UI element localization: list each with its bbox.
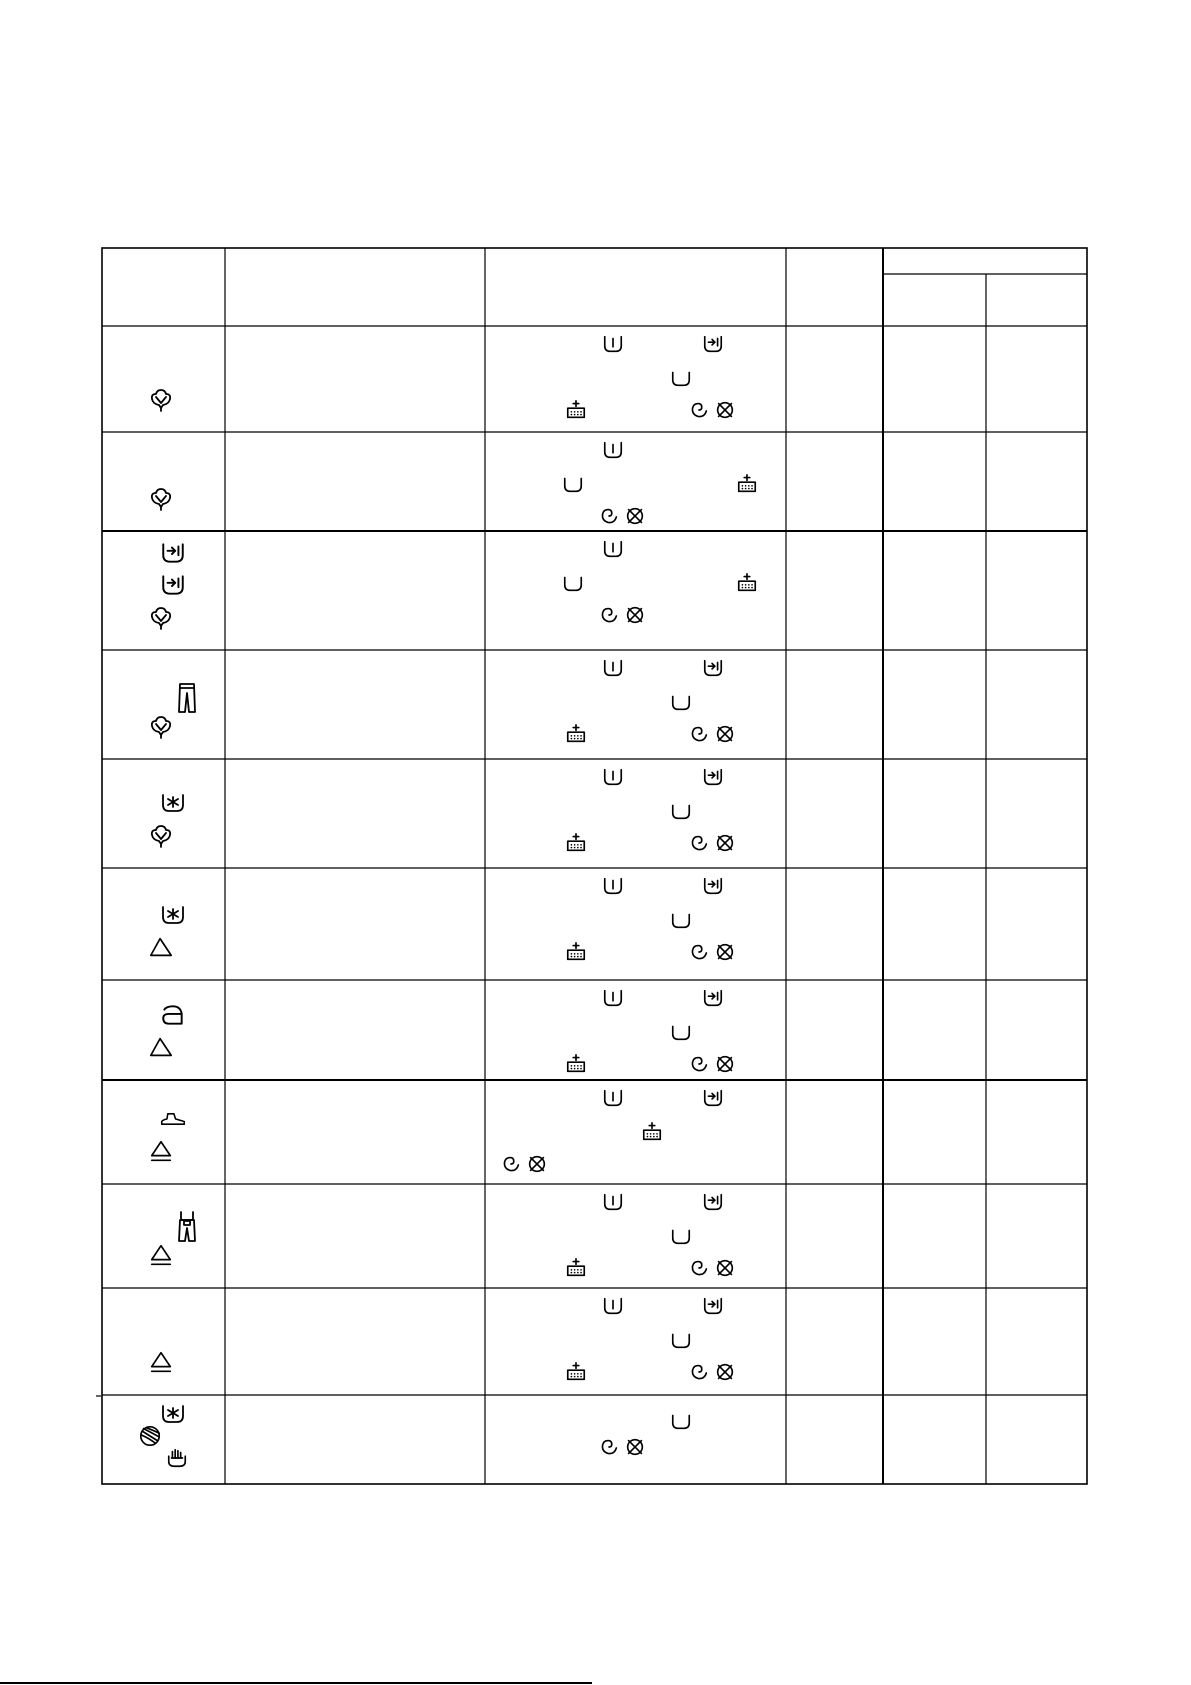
main-wash-icon: [673, 1335, 690, 1348]
drain-icon: [718, 1365, 733, 1380]
cotton-icon: [152, 608, 170, 629]
table-frame: [102, 248, 1087, 1484]
main-wash-icon: [673, 915, 690, 928]
stain-icon: [705, 1091, 722, 1106]
cold-wash-icon: [163, 1406, 183, 1422]
main-wash-icon: [673, 806, 690, 819]
drain-icon: [628, 509, 643, 524]
table-row: [151, 879, 733, 960]
rinse-icon: [568, 1363, 585, 1380]
drain-icon: [628, 608, 643, 623]
spin-icon: [692, 946, 706, 959]
rinse-icon: [568, 1055, 585, 1072]
prewash-icon: [605, 542, 622, 557]
spin-icon: [692, 837, 706, 850]
spin-icon: [602, 609, 616, 622]
spin-icon: [692, 1058, 706, 1071]
spin-icon: [692, 1366, 706, 1379]
spin-icon: [692, 728, 706, 741]
prewash-icon: [605, 879, 622, 894]
table-row: [152, 1091, 722, 1172]
table-row: [152, 443, 755, 524]
prewash-icon: [605, 991, 622, 1006]
spin-icon: [692, 1262, 706, 1275]
table-row: [152, 770, 733, 851]
main-wash-icon: [565, 578, 582, 591]
drain-icon: [718, 945, 733, 960]
spin-icon: [602, 510, 616, 523]
cotton-icon: [152, 489, 170, 510]
prewash-icon: [605, 661, 622, 676]
main-wash-icon: [673, 1231, 690, 1244]
rinse-icon: [568, 725, 585, 742]
stain-icon: [163, 576, 183, 593]
row-rules: [102, 326, 1087, 1395]
prewash-icon: [605, 443, 622, 458]
stain-icon: [705, 337, 722, 352]
synthetic-icon: [151, 1039, 171, 1056]
jeans-icon: [179, 684, 195, 712]
spin-icon: [602, 1441, 616, 1454]
spin-icon: [504, 1158, 518, 1171]
spin-icon: [692, 404, 706, 417]
table-row: [152, 337, 733, 418]
cold-wash-icon: [163, 795, 183, 811]
stain-icon: [705, 661, 722, 676]
drain-icon: [628, 1440, 643, 1455]
table-row: [152, 1195, 733, 1276]
main-wash-icon: [565, 479, 582, 492]
drain-icon: [718, 836, 733, 851]
prewash-icon: [605, 1195, 622, 1210]
cotton-icon: [152, 390, 170, 411]
stain-icon: [705, 770, 722, 785]
main-wash-icon: [673, 697, 690, 710]
stain-icon: [163, 544, 183, 561]
main-wash-icon: [673, 1416, 690, 1429]
cold-wash-icon: [163, 907, 183, 923]
row-contents: [141, 337, 755, 1467]
main-wash-icon: [673, 373, 690, 386]
prewash-icon: [605, 770, 622, 785]
delicate-icon: [152, 1142, 171, 1161]
rinse-icon: [644, 1123, 661, 1140]
table-row: [141, 1406, 689, 1466]
prewash-icon: [605, 1091, 622, 1106]
sport-shoe-icon: [162, 1114, 185, 1124]
delicate-icon: [152, 1246, 171, 1265]
main-wash-icon: [673, 1027, 690, 1040]
drain-icon: [530, 1157, 545, 1172]
stain-icon: [705, 1195, 722, 1210]
rinse-icon: [568, 943, 585, 960]
prewash-icon: [605, 1299, 622, 1314]
table-row: [152, 1299, 733, 1380]
hand-wash-icon: [169, 1450, 186, 1467]
stain-icon: [705, 991, 722, 1006]
table-row: [152, 542, 755, 629]
drain-icon: [718, 727, 733, 742]
rinse-icon: [568, 401, 585, 418]
drain-icon: [718, 1261, 733, 1276]
cotton-icon: [152, 826, 170, 847]
cotton-icon: [152, 717, 170, 738]
wool-icon: [141, 1427, 159, 1445]
synthetic-icon: [151, 939, 171, 956]
rinse-icon: [739, 574, 756, 591]
easy-iron-icon: [163, 1006, 181, 1023]
delicate-icon: [152, 1353, 171, 1372]
table-row: [152, 661, 733, 742]
rinse-icon: [568, 834, 585, 851]
stain-icon: [705, 1299, 722, 1314]
rinse-icon: [739, 475, 756, 492]
table-row: [151, 991, 733, 1072]
drain-icon: [718, 403, 733, 418]
workwear-icon: [179, 1212, 195, 1241]
prewash-icon: [605, 337, 622, 352]
drain-icon: [718, 1057, 733, 1072]
stain-icon: [705, 879, 722, 894]
rinse-icon: [568, 1259, 585, 1276]
